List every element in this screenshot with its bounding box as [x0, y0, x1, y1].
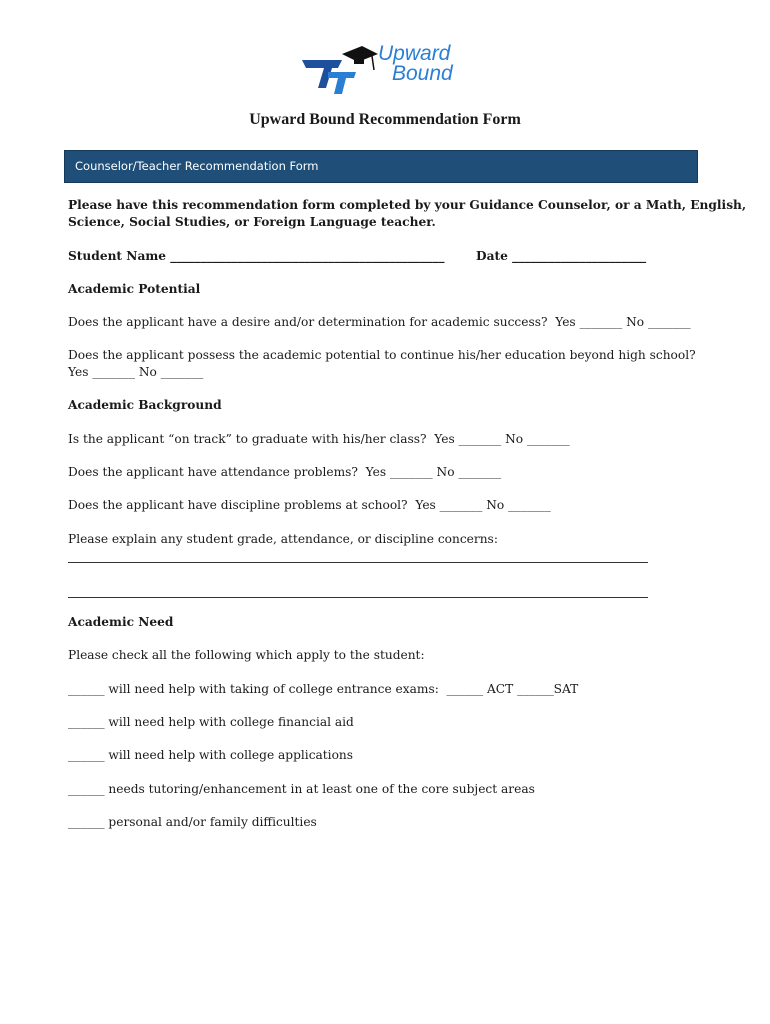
need-item-personal-difficulties[interactable]: ______ personal and/or family difficulties [68, 815, 317, 829]
potential-question-1: Does the applicant have a desire and/or determination for academic success? Yes _______ No _______ [68, 315, 691, 329]
logo-line2: Bound [392, 62, 453, 85]
intro-line-2: Science, Social Studies, or Foreign Language teacher. [68, 215, 436, 229]
background-question-4: Please explain any student grade, attendance, or discipline concerns: [68, 532, 498, 546]
banner-label: Counselor/Teacher Recommendation Form [75, 159, 319, 173]
need-item-financial-aid[interactable]: ______ will need help with college financial aid [68, 715, 354, 729]
student-name-field[interactable]: Student Name _____________________________________________ [68, 249, 445, 263]
intro-line-1: Please have this recommendation form completed by your Guidance Counselor, or a Math, English, [68, 198, 747, 212]
section-banner [64, 150, 698, 183]
academic-potential-heading: Academic Potential [68, 282, 201, 296]
potential-question-2: Does the applicant possess the academic potential to continue his/her education beyond high school? [68, 348, 696, 362]
background-question-3: Does the applicant have discipline problems at school? Yes _______ No _______ [68, 498, 551, 512]
page-title: Upward Bound Recommendation Form [249, 111, 521, 128]
need-item-applications[interactable]: ______ will need help with college applications [68, 748, 354, 762]
need-item-entrance-exams[interactable]: ______ will need help with taking of college entrance exams: ______ ACT ______SAT [68, 682, 579, 696]
background-question-1: Is the applicant “on track” to graduate with his/her class? Yes _______ No _______ [68, 432, 570, 446]
logo-wordmark [378, 44, 453, 84]
explanation-line-1[interactable] [68, 562, 648, 563]
academic-need-heading: Academic Need [68, 615, 174, 629]
logo-line1: Upward [378, 42, 451, 65]
date-field[interactable]: Date ______________________ [476, 249, 647, 263]
need-item-tutoring[interactable]: ______ needs tutoring/enhancement in at least one of the core subject areas [68, 782, 535, 796]
need-instruction: Please check all the following which apply to the student: [68, 648, 425, 662]
academic-background-heading: Academic Background [68, 398, 222, 412]
upward-bound-logo [298, 44, 473, 96]
potential-question-2-answer: Yes _______ No _______ [68, 365, 204, 379]
mt-graduation-cap-icon [298, 44, 378, 96]
explanation-line-2[interactable] [68, 597, 648, 598]
background-question-2: Does the applicant have attendance problems? Yes _______ No _______ [68, 465, 502, 479]
